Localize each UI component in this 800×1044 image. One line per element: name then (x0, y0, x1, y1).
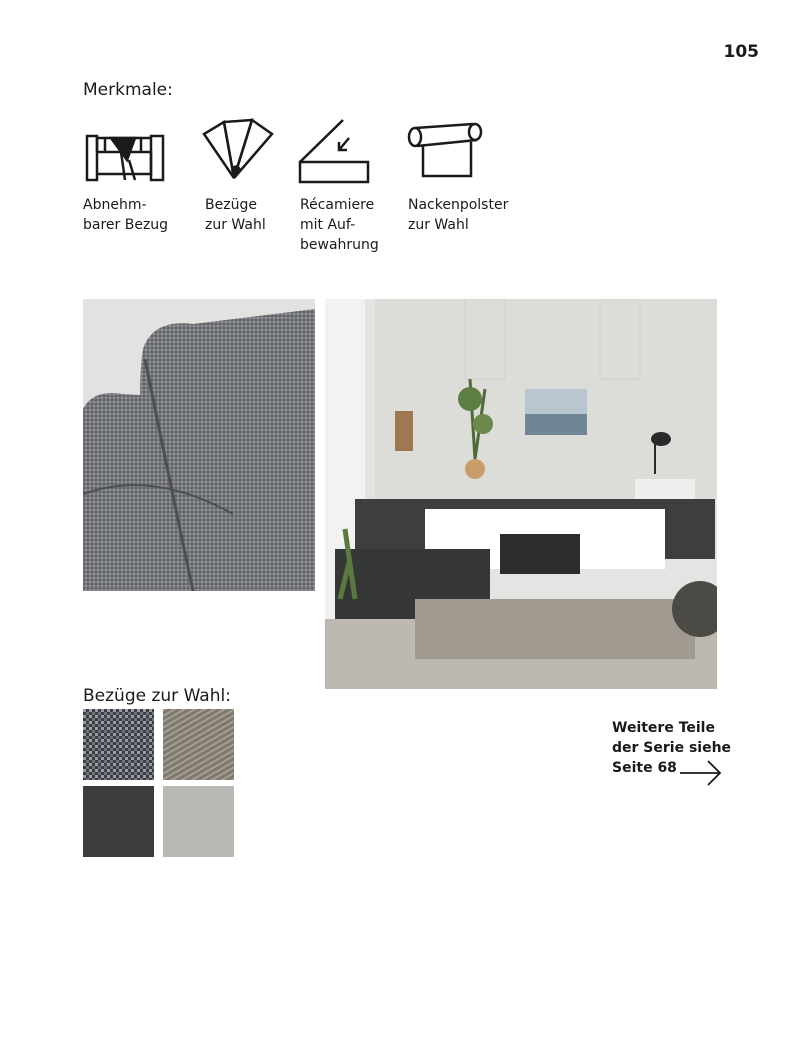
swatch-dark-grey[interactable] (83, 786, 154, 857)
feature-label-fabric-choice: Bezüge zur Wahl (205, 197, 266, 233)
neck-pillow-icon (405, 116, 485, 186)
living-room-photo (325, 299, 717, 689)
feature-label-chaise-storage: Récamiere mit Auf- bewahrung (300, 197, 379, 253)
features-heading: Merkmale: (83, 80, 173, 100)
sofa-closeup-photo (83, 299, 315, 591)
swatch-light-grey[interactable] (163, 786, 234, 857)
more-parts-text[interactable]: Weitere Teile der Serie siehe Seite 68 (612, 720, 732, 776)
feature-label-neck-pillow: Nackenpolster zur Wahl (408, 197, 509, 233)
removable-cover-icon (85, 116, 167, 186)
swatch-black-white-tweed[interactable] (83, 709, 154, 780)
arrow-right-icon[interactable] (680, 759, 724, 791)
chaise-storage-icon (297, 116, 373, 186)
swatch-grey-brown-twill[interactable] (163, 709, 234, 780)
fabric-choice-icon (200, 116, 276, 186)
fabrics-heading: Bezüge zur Wahl: (83, 686, 231, 706)
feature-label-removable-cover: Abnehm- barer Bezug (83, 197, 169, 233)
page-number: 105 (723, 42, 759, 62)
